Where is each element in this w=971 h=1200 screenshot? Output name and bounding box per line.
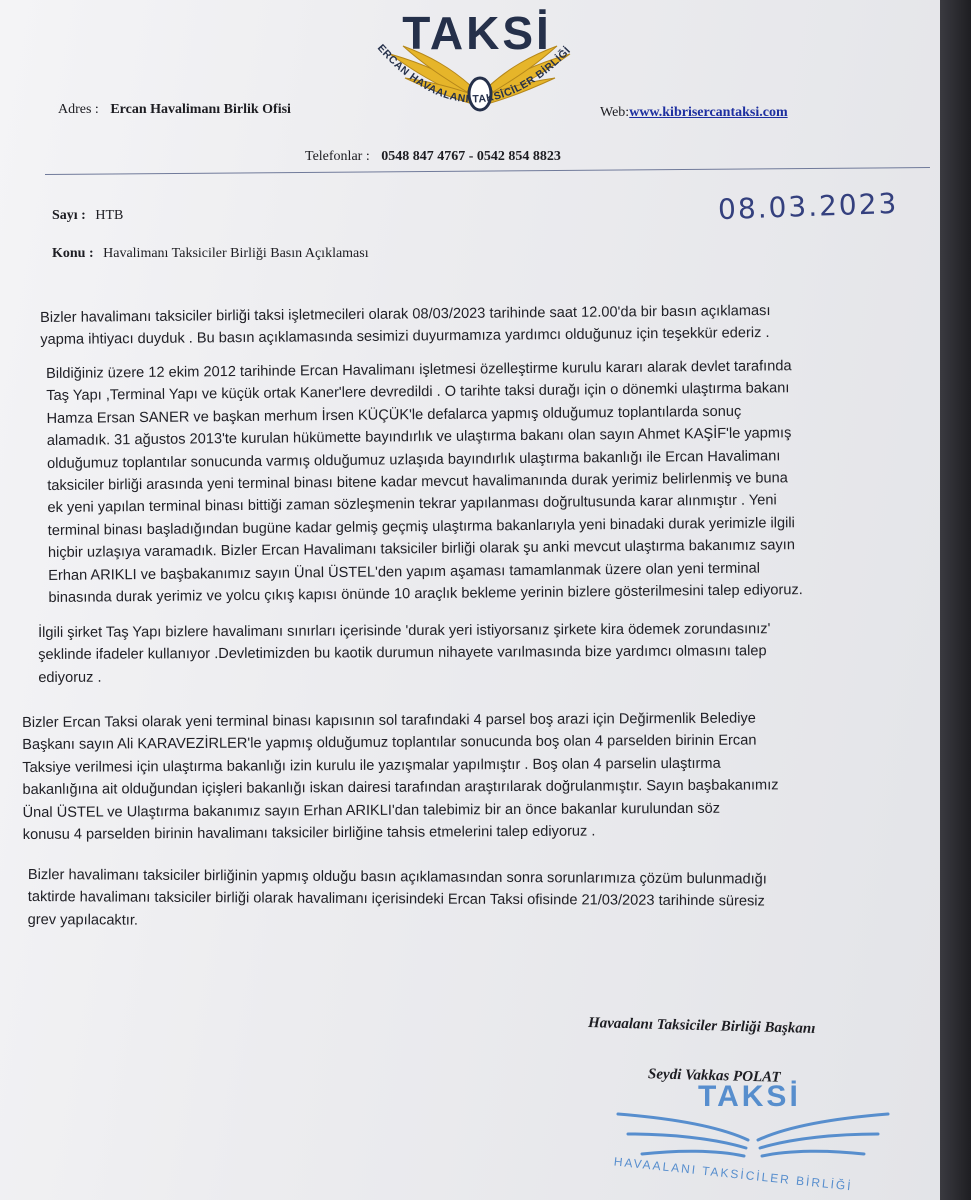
body-line: İlgili şirket Taş Yapı bizlere havalimanı sınırları içerisinde 'durak yeri istiyorsanız şirkete kira ödemek zorundasınız' xyxy=(38,621,771,641)
logo-arc-text xyxy=(355,6,605,124)
body-line: Bizler havalimanı taksiciler birliği taksi işletmecileri olarak 08/03/2023 tarihinde saat 12.00'da bir basın açıklaması xyxy=(40,302,771,326)
paragraph-5 xyxy=(28,864,928,937)
address-label: Adres : xyxy=(58,102,99,117)
body-line: Erhan ARIKLI ve başbakanımız sayın Ünal ÜSTEL'den yapım aşaması tamamlanmak üzere olan yeni terminal xyxy=(48,560,761,584)
web-label: Web: xyxy=(600,105,630,120)
body-line: ek yeni yapılan terminal binası bittiği zaman sözleşmenin tekrar yapılanması doğrultusunda karar alınmıştır . Yeni xyxy=(47,492,777,517)
web-line xyxy=(600,105,788,121)
reference-line xyxy=(52,208,123,224)
subject-value: Havalimanı Taksiciler Birliği Basın Açıklaması xyxy=(103,246,369,261)
body-line: Bildiğiniz üzere 12 ekim 2012 tarihinde Ercan Havalimanı işletmesi özelleştirme kurulu kararı alarak devlet tarafında xyxy=(46,358,792,382)
stamp-word: TAKSİ xyxy=(698,1080,801,1113)
signatory-title: Havaalanı Taksiciler Birliği Başkanı xyxy=(587,1015,816,1037)
body-line: Taksiye verilmesi için ulaştırma bakanlığı izin kurulu ile yazışmalar yapılmıştır . Boş olan 4 parselin ulaştırma xyxy=(22,755,721,776)
address-value: Ercan Havalimanı Birlik Ofisi xyxy=(110,102,291,117)
body-line: grev yapılacaktır. xyxy=(27,911,139,929)
body-line: şeklinde ifadeler kullanıyor .Devletimizden bu kaotik durumun nihayete varılmasında bize yardımcı olmasını talep xyxy=(38,643,767,664)
reference-label: Sayı : xyxy=(52,208,86,223)
body-line: alamadık. 31 ağustos 2013'te kurulan hükümette bayındırlık ve ulaştırma bakanı olan sayın Ahmet KAŞİF'le yapmış xyxy=(46,425,792,450)
dark-background-edge xyxy=(940,0,971,1200)
signatory-name: Seydi Vakkas POLAT xyxy=(647,1066,781,1086)
body-line: ediyoruz . xyxy=(38,669,102,686)
body-line: Bizler Ercan Taksi olarak yeni terminal binası kapısının sol tarafındaki 4 parsel boş arazi için Değirmenlik Belediye xyxy=(22,710,756,731)
address-line xyxy=(58,102,291,118)
body-line: Hamza Ersan SANER ve başkan merhum İrsen KÜÇÜK'le defalarca yapmış olduğumuz toplantılarda sonuç xyxy=(46,403,742,427)
phone-line xyxy=(305,149,561,165)
header-divider xyxy=(45,167,930,175)
svg-text:ERCAN HAVAALANI TAKSİCİLER BİR xyxy=(375,42,573,105)
reference-value: HTB xyxy=(95,208,124,223)
body-line: binasında durak yerimiz ve yolcu çıkış kapısı önünde 10 araçlık bekleme yerinin bizlere gösterilmesini talep ediyoruz. xyxy=(48,582,803,607)
body-line: taksiciler birliği arasında yeni terminal binası bitene kadar mevcut havalimanında durak yerimiz belirlenmiş ve buna xyxy=(47,470,788,495)
phone-value: 0548 847 4767 - 0542 854 8823 xyxy=(381,149,561,164)
body-line: konusu 4 parselden birinin havalimanı taksiciler birliğine tahsis etmelerini talep ediyoruz . xyxy=(22,823,596,844)
body-line: hiçbir uzlaşıya varamadık. Bizler Ercan Havalimanı taksiciler birliği olarak şu anki mevcut ulaştırma bakanımız sayın xyxy=(47,537,796,562)
paragraph-2 xyxy=(46,354,940,610)
phone-label: Telefonlar : xyxy=(305,149,370,164)
website-link[interactable]: www.kibrisercantaksi.com xyxy=(629,105,788,120)
stamp-emblem xyxy=(608,1078,898,1193)
body-line: taktirde havalimanı taksiciler birliği olarak havalimanı içerisindeki Ercan Taksi ofisinde 21/03/2023 tarihinde süresiz xyxy=(27,889,765,910)
body-line: terminal binası başladığından bugüne kadar gelmiş geçmiş ulaştırma bakanlarıyla yeni binadaki durak yerimizle ilgili xyxy=(47,515,795,539)
body-line: Ünal ÜSTEL ve Ulaştırma bakanımız sayın Erhan ARIKLI'dan talebimiz bir an önce bakanlar kurulundan söz xyxy=(22,800,721,821)
body-line: bakanlığına ait olduğundan içişleri bakanlığı iskan dairesi tarafından araştırılarak doğrulanmıştır. Sayın başbakanımız xyxy=(22,777,779,799)
paragraph-1 xyxy=(40,298,940,351)
body-line: Taş Yapı ,Terminal Yapı ve küçük ortak Kaner'lere devredildi . O tarihte taksi durağı için o dönemki ulaştırma bakanı xyxy=(46,380,790,405)
subject-label: Konu : xyxy=(52,246,94,261)
taksi-stamp xyxy=(608,1078,898,1198)
stamp-arc-text: HAVAALANI TAKSİCİLER BİRLİĞİ xyxy=(613,1154,854,1193)
body-line: Başkanı sayın Ali KARAVEZİRLER'le yapmış olduğumuz toplantılar sonucunda boş olan 4 parselden birinin Ercan xyxy=(22,732,757,754)
body-line: olduğumuz toplantılar sonucunda varmış olduğumuz uzlaşıda bayındırlık ulaştırma bakanlığı ile Ercan Havalimanı xyxy=(46,447,781,472)
paragraph-3 xyxy=(38,617,938,689)
logo-arc-caption: ERCAN HAVAALANI TAKSİCİLER BİRLİĞİ xyxy=(374,42,574,106)
logo-wordmark: TAKSİ xyxy=(402,7,552,59)
body-line: yapma ihtiyacı duyduk . Bu basın açıklamasında sesimizi duyurmamıza yardımcı olduğunuz için teşekkür ederiz . xyxy=(40,325,770,349)
body-line: Bizler havalimanı taksiciler birliğinin yapmış olduğu basın açıklamasından sonra sorunlarımıza çözüm bulunmadığı xyxy=(27,866,767,888)
paragraph-4 xyxy=(22,707,923,847)
handwritten-date: 08.03.2023 xyxy=(717,186,899,227)
subject-line xyxy=(52,246,369,262)
